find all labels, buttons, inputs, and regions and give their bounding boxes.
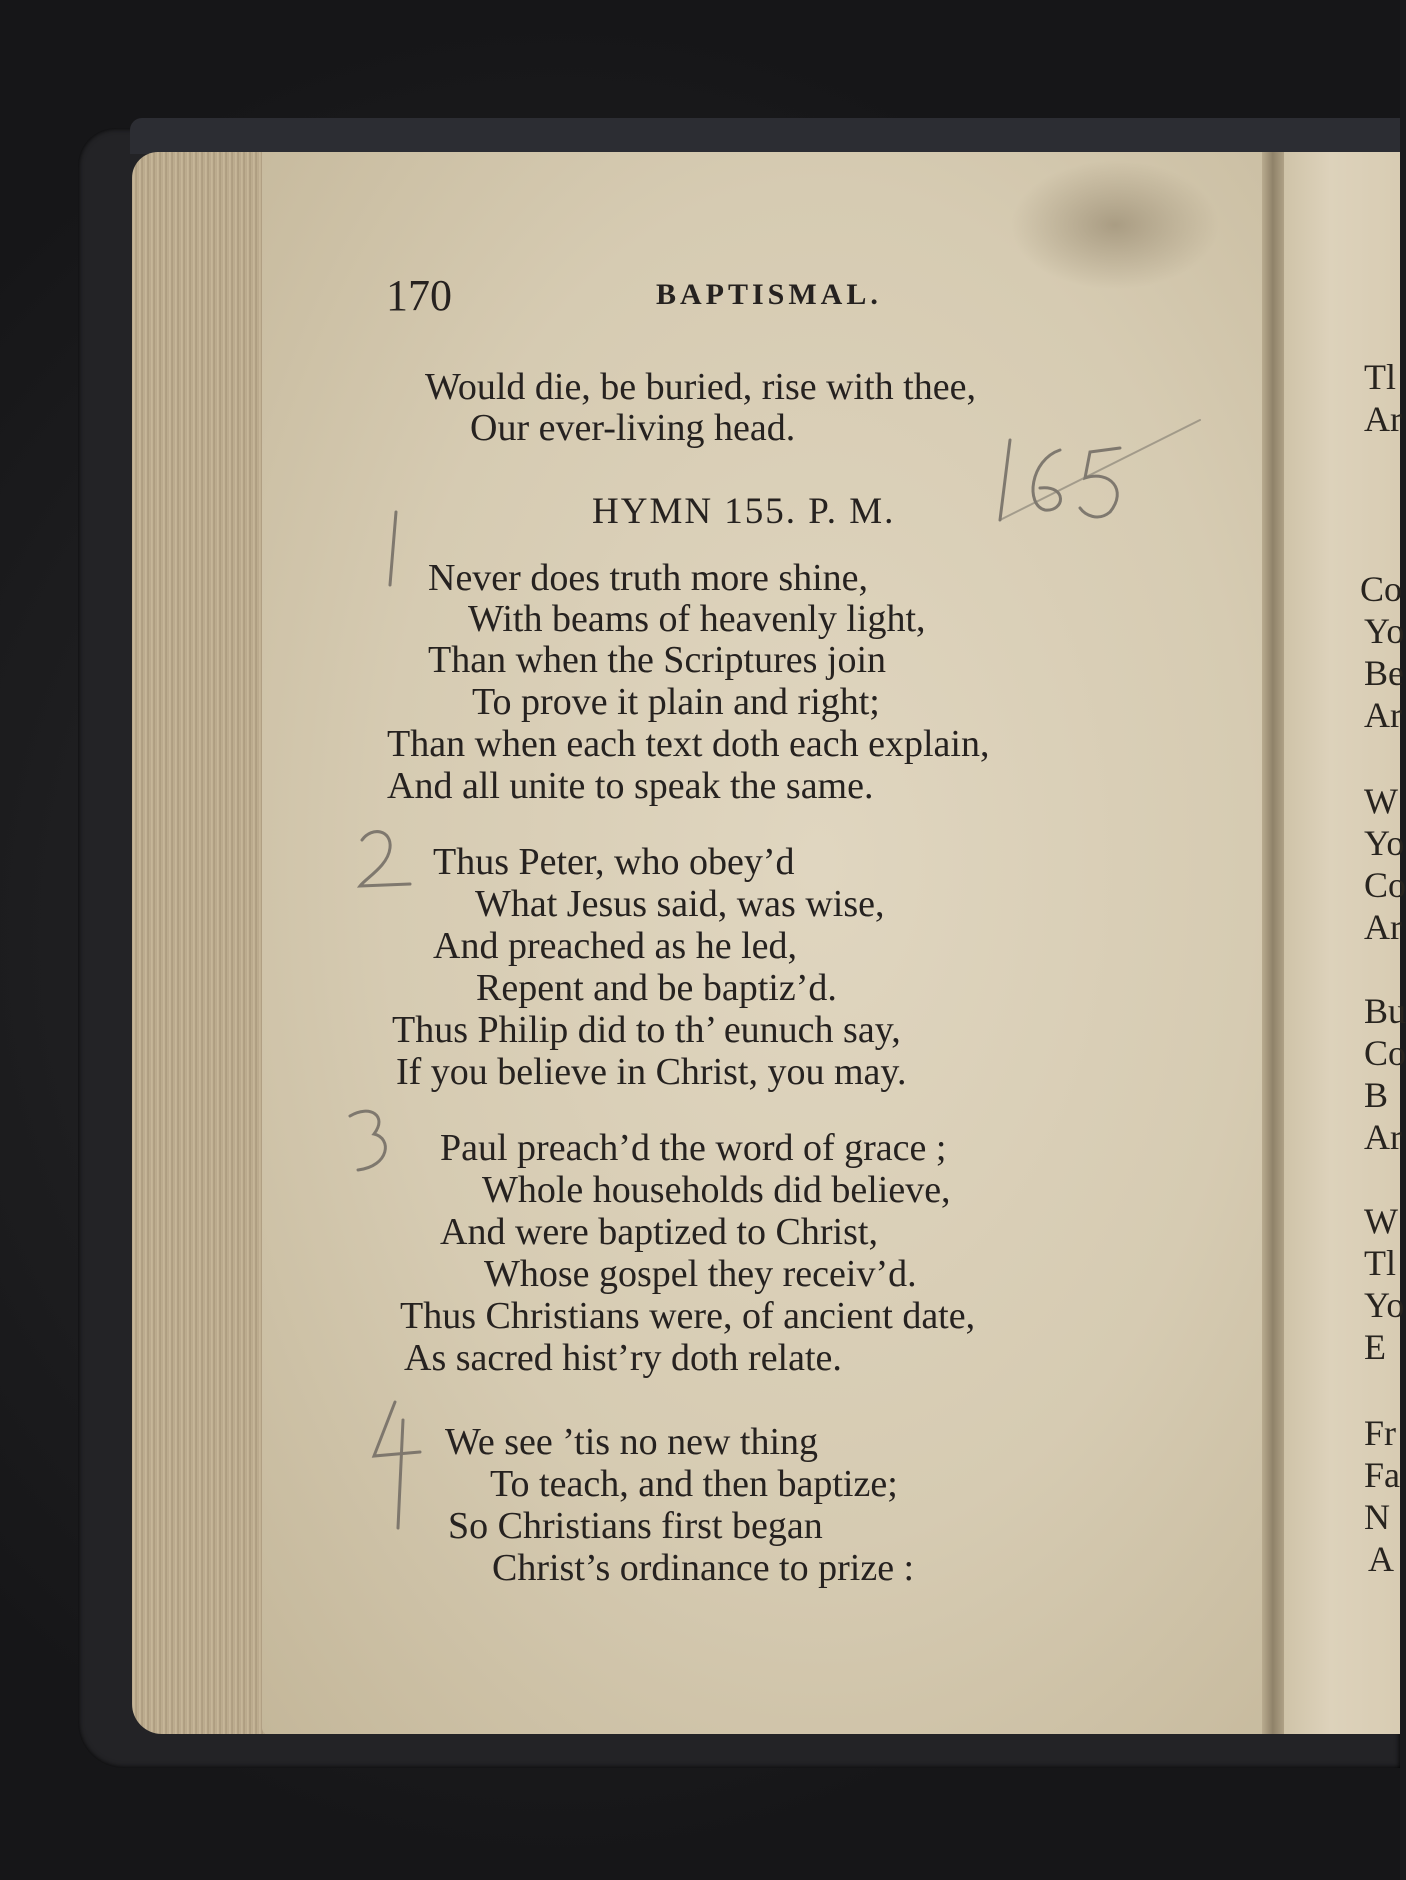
right-page-fragment: Co bbox=[1360, 569, 1403, 609]
stanza-3-line: Whose gospel they receiv’d. bbox=[484, 1253, 917, 1295]
right-page-fragment: B bbox=[1364, 1075, 1389, 1115]
continuation-line: Our ever-living head. bbox=[470, 407, 796, 449]
stanza-1-line: With beams of heavenly light, bbox=[468, 598, 926, 640]
continuation-line: Would die, be buried, rise with thee, bbox=[425, 366, 976, 408]
right-page-fragment: A bbox=[1368, 1539, 1394, 1579]
stanza-2-line: If you believe in Christ, you may. bbox=[396, 1051, 907, 1093]
stanza-3-line: And were baptized to Christ, bbox=[440, 1211, 878, 1253]
page-number: 170 bbox=[386, 271, 452, 320]
pencil-page-ref bbox=[1015, 470, 1017, 471]
pencil-stanza-4-b bbox=[398, 1420, 403, 1528]
stanza-3-line: Whole households did believe, bbox=[482, 1169, 951, 1211]
right-page-fragment: Ar bbox=[1364, 399, 1402, 439]
right-page-fragment: N bbox=[1364, 1497, 1390, 1537]
stanza-1-line: To prove it plain and right; bbox=[472, 681, 880, 723]
pencil-num-3 bbox=[368, 1140, 369, 1141]
pencil-num-1 bbox=[394, 540, 395, 541]
right-page-fragment: Tl bbox=[1364, 357, 1396, 397]
stanza-4-line: We see ’tis no new thing bbox=[445, 1421, 819, 1463]
stanza-4-line: To teach, and then baptize; bbox=[490, 1463, 898, 1505]
right-page-fragment: Yo bbox=[1364, 611, 1405, 651]
stanza-3-line: Paul preach’d the word of grace ; bbox=[440, 1127, 947, 1169]
pencil-num-4 bbox=[395, 1450, 396, 1451]
right-page-fragment: Ar bbox=[1364, 907, 1402, 947]
right-page-fragment: Fr bbox=[1364, 1413, 1397, 1453]
right-page-fragment: W bbox=[1364, 1201, 1398, 1241]
stanza-1-line: Than when each text doth each explain, bbox=[387, 723, 990, 765]
stanza-2-line: Thus Philip did to th’ eunuch say, bbox=[392, 1009, 901, 1051]
stanza-2-line: Thus Peter, who obey’d bbox=[433, 841, 795, 883]
right-page-fragment: Tl bbox=[1364, 1243, 1396, 1283]
stanza-1-line: And all unite to speak the same. bbox=[387, 765, 874, 807]
right-page-fragment: Ar bbox=[1364, 1117, 1402, 1157]
pencil-num-2 bbox=[370, 860, 371, 861]
pencil-165-slash bbox=[1000, 420, 1200, 520]
stanza-2-line: What Jesus said, was wise, bbox=[475, 883, 885, 925]
right-page-fragment: Fa bbox=[1364, 1455, 1400, 1495]
right-page-fragment: E bbox=[1364, 1327, 1386, 1367]
pencil-stanza-4-a bbox=[374, 1402, 420, 1456]
stanza-1-line: Than when the Scriptures join bbox=[428, 639, 887, 681]
pencil-stanza-2 bbox=[360, 832, 410, 886]
right-page-fragment: W bbox=[1364, 781, 1398, 821]
pencil-stanza-1 bbox=[390, 512, 396, 585]
right-page-fragment: Yo bbox=[1364, 823, 1405, 863]
right-page-fragment: Be bbox=[1364, 653, 1404, 693]
right-page-fragment: Ar bbox=[1364, 695, 1402, 735]
stanza-1-line: Never does truth more shine, bbox=[428, 557, 869, 599]
stanza-2-line: Repent and be baptiz’d. bbox=[476, 967, 837, 1009]
stanza-2-line: And preached as he led, bbox=[433, 925, 798, 967]
right-page-fragment: Yo bbox=[1364, 1285, 1405, 1325]
section-title: BAPTISMAL. bbox=[656, 278, 882, 311]
pencil-165-one bbox=[1000, 440, 1010, 520]
right-page-fragment: Bu bbox=[1364, 991, 1406, 1031]
pencil-165-five bbox=[1080, 448, 1120, 517]
hymn-title: HYMN 155. P. M. bbox=[592, 491, 896, 532]
stanza-3-line: As sacred hist’ry doth relate. bbox=[404, 1337, 842, 1379]
stanza-4-line: So Christians first began bbox=[448, 1505, 823, 1547]
right-page-fragment: Co bbox=[1364, 865, 1406, 905]
right-page-fragment: Co bbox=[1364, 1033, 1406, 1073]
stanza-3-line: Thus Christians were, of ancient date, bbox=[400, 1295, 976, 1337]
stanza-4-line: Christ’s ordinance to prize : bbox=[492, 1547, 915, 1589]
